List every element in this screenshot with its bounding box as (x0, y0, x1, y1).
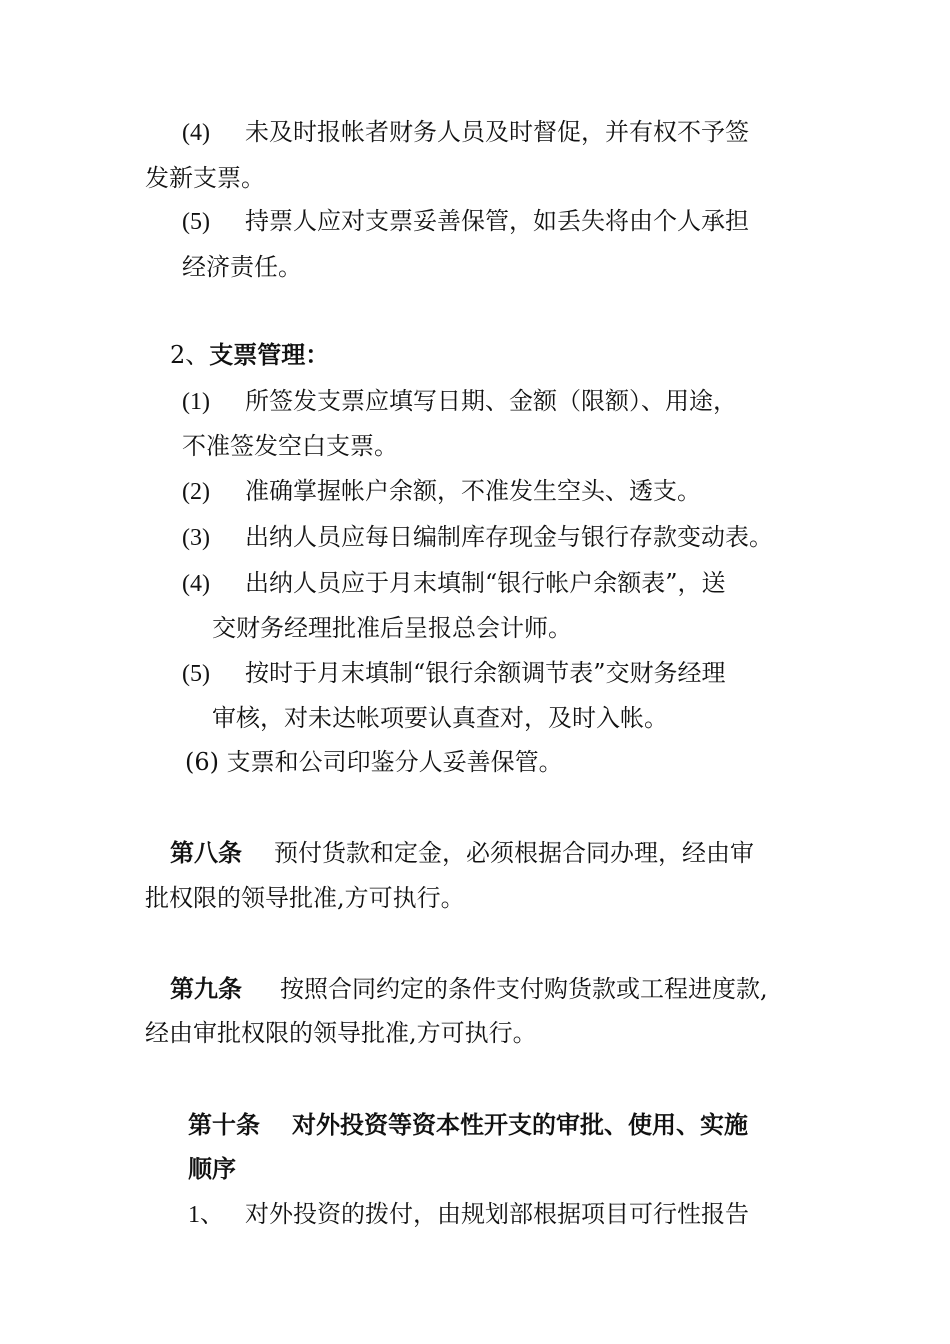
paragraph-line: 发新支票。 (145, 164, 265, 192)
list-item: (6) 支票和公司印鉴分人妥善保管。 (185, 748, 563, 776)
section-title: 支票管理： (209, 340, 330, 369)
item-text: 准确掌握帐户余额，不准发生空头、透支。 (245, 477, 701, 505)
item-text: 对外投资的拨付，由规划部根据项目可行性报告 (245, 1200, 749, 1228)
list-item (182, 117, 749, 148)
item-text: 所签发支票应填写日期、金额（限额）、用途， (245, 387, 737, 415)
paragraph-line: 不准签发空白支票。 (182, 432, 398, 460)
paragraph-line: 批权限的领导批准,方可执行。 (145, 884, 465, 912)
paragraph-line: 审核，对未达帐项要认真查对，及时入帐。 (212, 704, 668, 732)
item-text: 出纳人员应每日编制库存现金与银行存款变动表。 (245, 523, 773, 551)
list-item (182, 568, 726, 599)
list-item (182, 658, 726, 689)
article-text: 按照合同约定的条件支付购货款或工程进度款, (280, 975, 768, 1003)
list-item (188, 1199, 749, 1230)
section-heading (170, 340, 329, 370)
list-item (182, 522, 773, 553)
item-number: (3) (182, 525, 210, 551)
article-heading: 第八条 (170, 838, 242, 867)
article-paragraph (170, 974, 768, 1004)
article-title-continued: 顺序 (188, 1154, 236, 1183)
item-text: 出纳人员应于月末填制“银行帐户余额表”，送 (245, 569, 726, 597)
paragraph-line: 经济责任。 (182, 253, 302, 281)
article-title: 对外投资等资本性开支的审批、使用、实施 (292, 1110, 748, 1139)
article-text: 预付货款和定金，必须根据合同办理，经由审 (274, 839, 754, 867)
item-number: (5) (182, 661, 210, 687)
list-item (182, 386, 737, 417)
section-number: 2、 (170, 341, 210, 369)
item-number: (5) (182, 209, 210, 235)
article-paragraph (170, 838, 754, 868)
item-text: 未及时报帐者财务人员及时督促，并有权不予签 (245, 118, 749, 146)
article-heading-line (188, 1110, 748, 1140)
list-item (182, 206, 749, 237)
item-number: (4) (182, 571, 210, 597)
item-number: (1) (182, 389, 210, 415)
article-heading: 第九条 (170, 974, 242, 1003)
paragraph-line: 经由审批权限的领导批准,方可执行。 (145, 1019, 537, 1047)
item-text: 按时于月末填制“银行余额调节表”交财务经理 (245, 659, 726, 687)
item-number: (4) (182, 120, 210, 146)
item-number: 1、 (188, 1202, 224, 1228)
list-item (182, 476, 701, 507)
paragraph-line: 交财务经理批准后呈报总会计师。 (212, 614, 572, 642)
article-heading: 第十条 (188, 1110, 260, 1139)
item-text: 持票人应对支票妥善保管，如丢失将由个人承担 (245, 207, 749, 235)
item-number: (2) (182, 479, 210, 505)
